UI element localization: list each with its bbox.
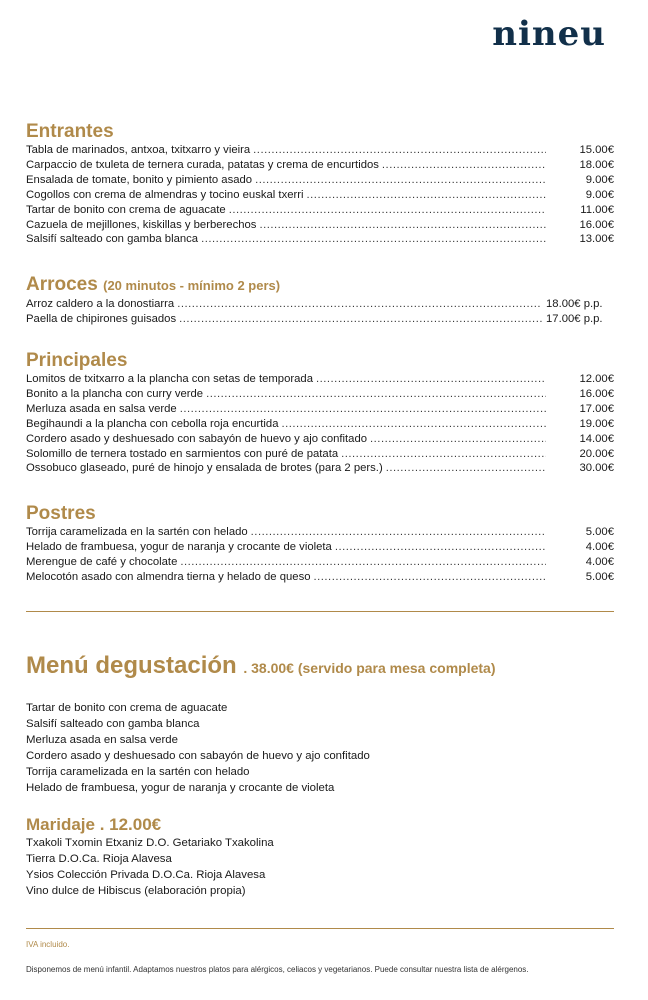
menu-item-name: Helado de frambuesa, yogur de naranja y crocante de violeta xyxy=(26,540,332,553)
menu-item-price: 20.00€ xyxy=(579,447,614,460)
menu-item xyxy=(26,461,614,476)
divider-bottom xyxy=(26,928,614,929)
menu-item-price: 14.00€ xyxy=(579,432,614,445)
menu-item-name: Cordero asado y deshuesado con sabayón de huevo y ajo confitado xyxy=(26,432,368,445)
menu-item-name: Torrija caramelizada en la sartén con helado xyxy=(26,526,248,538)
menu-item xyxy=(26,188,614,203)
section-postres xyxy=(26,503,614,585)
leader-dots xyxy=(335,540,546,555)
menu-item xyxy=(26,203,614,218)
menu-item xyxy=(26,158,614,173)
menu-item-name: Bonito a la plancha con curry verde xyxy=(26,387,204,400)
menu-list-arroces xyxy=(26,297,614,327)
leader-dots xyxy=(255,173,546,188)
list-item: Salsifí salteado con gamba blanca xyxy=(26,717,200,730)
menu-item-price: 5.00€ xyxy=(585,570,614,583)
leader-dots xyxy=(251,525,546,540)
menu-item xyxy=(26,143,614,158)
menu-item-price: 12.00€ xyxy=(579,373,614,385)
menu-list-principales xyxy=(26,372,614,476)
leader-dots xyxy=(253,143,546,158)
menu-item-name: Carpaccio de txuleta de ternera curada, patatas y crema de encurtidos xyxy=(26,158,379,171)
menu-item xyxy=(26,218,614,233)
list-item: Tierra D.O.Ca. Rioja Alavesa xyxy=(26,852,172,865)
section-title-entrantes: Entrantes xyxy=(26,121,114,142)
arroces-note: (20 minutos - mínimo 2 pers) xyxy=(103,278,281,293)
menu-item-name: Arroz caldero a la donostiarra xyxy=(26,298,175,310)
leader-dots xyxy=(307,188,546,203)
maridaje-wines xyxy=(26,836,614,900)
menu-item-name: Merengue de café y chocolate xyxy=(26,555,178,568)
menu-item-name: Salsifí salteado con gamba blanca xyxy=(26,233,199,246)
menu-item xyxy=(26,173,614,188)
leader-dots xyxy=(281,417,546,432)
menu-item xyxy=(26,525,614,540)
menu-item-name: Cogollos con crema de almendras y tocino euskal txerri xyxy=(26,188,304,201)
restaurant-logo: nineu xyxy=(492,14,606,54)
menu-item-price: 16.00€ xyxy=(579,218,614,231)
leader-dots xyxy=(382,158,546,173)
menu-item-price: 11.00€ xyxy=(580,203,614,216)
menu-item-price: 30.00€ xyxy=(579,462,614,475)
divider-top xyxy=(26,611,614,612)
degustacion-dishes xyxy=(26,701,614,796)
menu-item-name: Begihaundi a la plancha con cebolla roja encurtida xyxy=(26,417,279,430)
leader-dots xyxy=(314,570,547,585)
leader-dots xyxy=(180,402,546,417)
menu-item-price: 9.00€ xyxy=(585,188,614,201)
menu-item xyxy=(26,540,614,555)
menu-item-price: 17.00€ p.p. xyxy=(546,312,603,325)
menu-item-name: Ossobuco glaseado, puré de hinojo y ensalada de brotes (para 2 pers.) xyxy=(26,462,383,475)
leader-dots xyxy=(259,218,546,233)
section-title-arroces-text: Arroces xyxy=(26,274,98,295)
menu-item xyxy=(26,447,614,462)
leader-dots xyxy=(316,372,546,387)
section-degustacion xyxy=(26,652,614,682)
menu-item-price: 18.00€ p.p. xyxy=(546,298,603,310)
menu-item-price: 19.00€ xyxy=(579,417,614,430)
leader-dots xyxy=(386,461,546,476)
section-entrantes xyxy=(26,121,614,247)
list-item: Txakoli Txomin Etxaniz D.O. Getariako Txakolina xyxy=(26,837,274,849)
footer-note: Disponemos de menú infantil. Adaptamos nuestros platos para alérgicos, celiacos y vegetarianos. Puede consultar nuestra lista de alérgenos. xyxy=(26,965,529,974)
list-item: Torrija caramelizada en la sartén con helado xyxy=(26,765,250,778)
menu-item-price: 18.00€ xyxy=(579,158,614,171)
menu-item xyxy=(26,297,614,312)
menu-item-price: 4.00€ xyxy=(585,540,614,553)
menu-item-price: 5.00€ xyxy=(585,526,614,538)
degustacion-price: . 38.00€ (servido para mesa completa) xyxy=(243,660,496,676)
degustacion-title xyxy=(26,652,614,682)
list-item: Vino dulce de Hibiscus (elaboración propia) xyxy=(26,884,246,897)
menu-list-postres xyxy=(26,525,614,585)
menu-item-name: Merluza asada en salsa verde xyxy=(26,402,177,415)
section-arroces xyxy=(26,274,614,327)
leader-dots xyxy=(179,312,542,327)
menu-item xyxy=(26,232,614,247)
menu-item-name: Ensalada de tomate, bonito y pimiento asado xyxy=(26,173,253,186)
menu-item-price: 16.00€ xyxy=(579,387,614,400)
menu-item xyxy=(26,417,614,432)
menu-item xyxy=(26,387,614,402)
section-maridaje xyxy=(26,814,614,900)
menu-item xyxy=(26,432,614,447)
menu-item-name: Lomitos de txitxarro a la plancha con setas de temporada xyxy=(26,373,313,385)
leader-dots xyxy=(177,297,542,312)
leader-dots xyxy=(201,232,546,247)
menu-item-price: 15.00€ xyxy=(579,144,614,156)
maridaje-title: Maridaje . 12.00€ xyxy=(26,815,162,834)
menu-item-name: Solomillo de ternera tostado en sarmientos con puré de patata xyxy=(26,447,339,460)
menu-list-entrantes xyxy=(26,143,614,247)
menu-item-name: Tartar de bonito con crema de aguacate xyxy=(26,203,226,216)
menu-item-price: 9.00€ xyxy=(585,173,614,186)
menu-item-name: Cazuela de mejillones, kiskillas y berberechos xyxy=(26,218,257,231)
leader-dots xyxy=(180,555,546,570)
menu-item xyxy=(26,312,614,327)
list-item: Ysios Colección Privada D.O.Ca. Rioja Alavesa xyxy=(26,868,266,881)
list-item: Merluza asada en salsa verde xyxy=(26,733,178,746)
menu-item xyxy=(26,570,614,585)
menu-item-price: 17.00€ xyxy=(579,402,614,415)
menu-item xyxy=(26,402,614,417)
menu-item xyxy=(26,372,614,387)
degustacion-dishes-block xyxy=(26,701,614,796)
list-item: Tartar de bonito con crema de aguacate xyxy=(26,702,228,714)
degustacion-title-text: Menú degustación xyxy=(26,652,237,679)
menu-item-price: 4.00€ xyxy=(585,555,614,568)
leader-dots xyxy=(370,432,546,447)
section-title-arroces xyxy=(26,274,614,297)
leader-dots xyxy=(229,203,546,218)
menu-item-name: Melocotón asado con almendra tierna y helado de queso xyxy=(26,570,311,583)
leader-dots xyxy=(206,387,546,402)
menu-item-name: Tabla de marinados, antxoa, txitxarro y vieira xyxy=(26,144,251,156)
menu-item-name: Paella de chipirones guisados xyxy=(26,312,177,325)
iva-note: IVA incluido. xyxy=(26,940,70,949)
section-principales xyxy=(26,350,614,476)
menu-item-price: 13.00€ xyxy=(579,233,614,246)
list-item: Helado de frambuesa, yogur de naranja y crocante de violeta xyxy=(26,781,335,794)
list-item: Cordero asado y deshuesado con sabayón de huevo y ajo confitado xyxy=(26,749,370,762)
leader-dots xyxy=(341,447,546,462)
section-title-postres: Postres xyxy=(26,503,96,524)
menu-item xyxy=(26,555,614,570)
section-title-principales: Principales xyxy=(26,350,128,371)
